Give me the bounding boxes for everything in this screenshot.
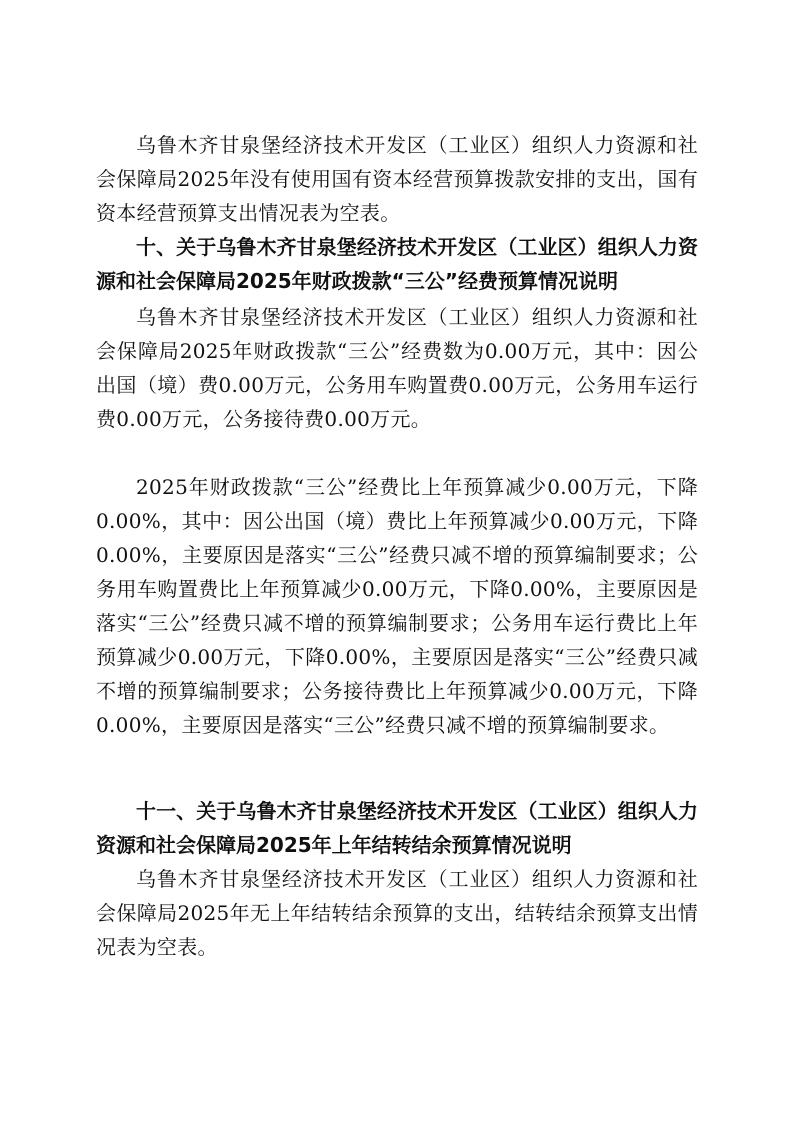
section-10-heading: 十、关于乌鲁木齐甘泉堡经济技术开发区（工业区）组织人力资源和社会保障局2025年财政拨款“三公”经费预算情况说明 <box>96 235 698 293</box>
three-public-expenses-paragraph: 乌鲁木齐甘泉堡经济技术开发区（工业区）组织人力资源和社会保障局2025年财政拨款“三公”经费数为0.00万元，其中：因公出国（境）费0.00万元，公务用车购置费0.00万元，公务用车运行费0.00万元，公务接待费0.00万元。 <box>96 305 698 431</box>
state-capital-budget-paragraph: 乌鲁木齐甘泉堡经济技术开发区（工业区）组织人力资源和社会保障局2025年没有使用国有资本经营预算拨款安排的支出，国有资本经营预算支出情况表为空表。 <box>96 133 698 225</box>
three-public-expenses-comparison-paragraph: 2025年财政拨款“三公”经费比上年预算减少0.00万元，下降0.00%，其中：因公出国（境）费比上年预算减少0.00万元，下降0.00%，主要原因是落实“三公”经费只减不增的预算编制要求；公务用车购置费比上年预算减少0.00万元，下降0.00%，主要原因是落实“三公”经费只减不增的预算编制要求；公务用车运行费比上年预算减少0.00万元，下降0.00%，主要原因是落实“三公”经费只减不增的预算编制要求；公务接待费比上年预算减少0.00万元，下降0.00%，主要原因是落实“三公”经费只减不增的预算编制要求。 <box>96 475 698 737</box>
carryover-budget-paragraph: 乌鲁木齐甘泉堡经济技术开发区（工业区）组织人力资源和社会保障局2025年无上年结转结余预算的支出，结转结余预算支出情况表为空表。 <box>96 867 698 959</box>
section-11-heading: 十一、关于乌鲁木齐甘泉堡经济技术开发区（工业区）组织人力资源和社会保障局2025年上年结转结余预算情况说明 <box>96 799 698 857</box>
